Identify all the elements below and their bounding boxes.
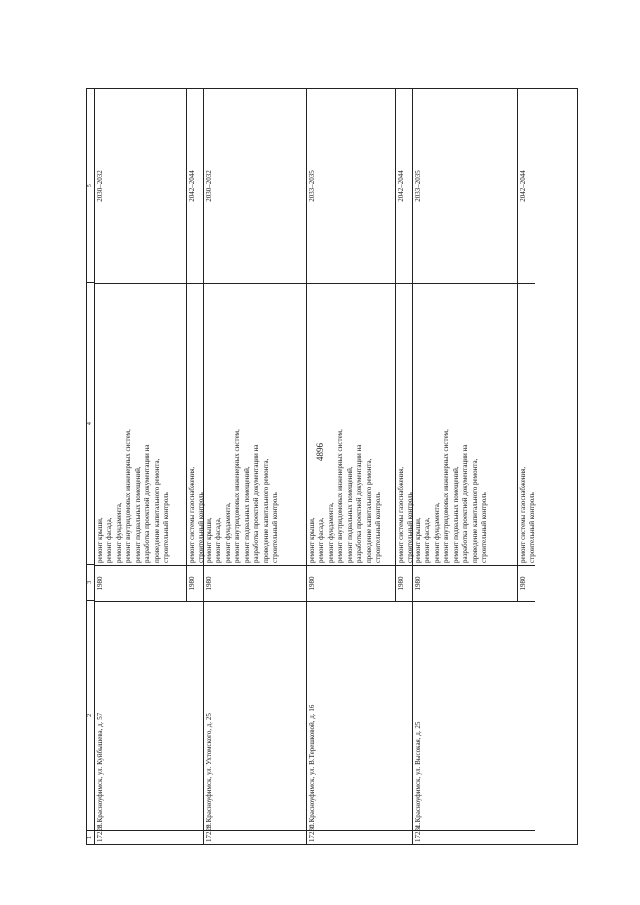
work-item: проведение капитального ремонта,: [364, 458, 373, 563]
work-item: ремонт системы газоснабжения,: [519, 466, 527, 563]
header-col-5: 5: [87, 184, 93, 188]
period-cell: 2033–2035: [414, 170, 422, 202]
period-cell: 2042–2044: [519, 170, 527, 202]
work-item: строительный контроль: [162, 492, 171, 563]
address-cell: г. Красноуфимск, ул. В.Терешковой, д. 16: [307, 601, 412, 830]
work-item: ремонт фасада,: [423, 517, 432, 563]
work-item: ремонт фасада,: [105, 517, 114, 563]
table-row-group: [204, 89, 307, 844]
works-cell: [204, 283, 306, 565]
works-cell: [95, 283, 186, 565]
table-row: [186, 89, 206, 601]
period-cell: 2030–2032: [205, 170, 213, 202]
year-cell: 1980: [307, 565, 395, 601]
work-item: ремонт фундамента,: [326, 502, 335, 563]
work-item: разработка проектной документации на: [355, 444, 364, 563]
repair-schedule-table: [86, 88, 578, 845]
table-row-group: [95, 89, 204, 844]
year-cell: 1980: [187, 565, 203, 601]
row-number: 17229.: [204, 830, 306, 844]
table-row-group: [413, 89, 535, 844]
work-item: ремонт фундамента,: [114, 502, 123, 563]
work-item: строительный контроль: [528, 492, 537, 563]
work-item: строительный контроль: [374, 492, 383, 563]
works-stack: [204, 89, 306, 601]
year-cell: 1980: [413, 565, 517, 601]
work-item: ремонт внутридомовых инженерных систем,: [233, 429, 242, 563]
address-cell: г. Красноуфимск, ул. Ухтомского, д. 25: [204, 601, 306, 830]
row-number: 17230.: [307, 830, 412, 844]
table-row: [413, 89, 517, 601]
year-cell: 1980: [204, 565, 306, 601]
table-row: [204, 89, 306, 601]
work-item: строительный контроль: [197, 492, 206, 563]
works-stack: [307, 89, 415, 601]
table-row-group: [307, 89, 413, 844]
period-cell: 2042–2044: [188, 170, 196, 202]
work-item: строительный контроль: [480, 492, 489, 563]
address-cell: г. Красноуфимск, ул. Высокая, д. 25: [413, 601, 535, 830]
work-item: строительный контроль: [406, 492, 415, 563]
table-row: [95, 89, 186, 601]
work-item: ремонт внутридомовых инженерных систем,: [336, 429, 345, 563]
work-item: ремонт подвальных помещений,: [345, 466, 354, 563]
header-col-4: 4: [87, 282, 94, 563]
work-item: ремонт подвальных помещений,: [242, 466, 251, 563]
work-item: ремонт фасада,: [317, 517, 326, 563]
work-item: ремонт фундамента,: [432, 502, 441, 563]
work-item: ремонт подвальных помещений,: [133, 466, 142, 563]
header-col-3: 3: [87, 564, 94, 600]
work-item: проведение капитального ремонта,: [470, 458, 479, 563]
work-item: ремонт крыши,: [308, 517, 316, 563]
work-item: ремонт системы газоснабжения,: [397, 466, 405, 563]
table-row: [307, 89, 395, 601]
period-cell: 2033–2035: [308, 170, 316, 202]
work-item: ремонт крыши,: [205, 517, 213, 563]
work-item: ремонт крыши,: [414, 517, 422, 563]
works-cell: [518, 283, 535, 565]
work-item: разработка проектной документации на: [252, 444, 261, 563]
works-cell: [307, 283, 395, 565]
work-item: строительный контроль: [271, 492, 280, 563]
work-item: проведение капитального ремонта,: [261, 458, 270, 563]
page-number-text: 4896: [315, 443, 325, 461]
work-item: разработка проектной документации на: [461, 444, 470, 563]
work-item: ремонт фундамента,: [223, 502, 232, 563]
work-item: ремонт крыши,: [96, 517, 104, 563]
year-cell: 1980: [518, 565, 535, 601]
works-cell: [187, 283, 206, 565]
work-item: ремонт внутридомовых инженерных систем,: [442, 429, 451, 563]
works-cell: [413, 283, 517, 565]
table-row: [395, 89, 415, 601]
table-row: [517, 89, 535, 601]
works-stack: [413, 89, 535, 601]
work-item: проведение капитального ремонта,: [152, 458, 161, 563]
table-header-row: [87, 89, 95, 844]
header-col-2: 2: [87, 600, 94, 830]
table-frame: [86, 88, 578, 845]
row-number: 17231.: [413, 830, 535, 844]
year-cell: 1980: [396, 565, 412, 601]
period-cell: 2030–2032: [96, 170, 104, 202]
row-number: 17228.: [95, 830, 203, 844]
year-cell: 1980: [95, 565, 186, 601]
works-cell: [396, 283, 415, 565]
work-item: ремонт внутридомовых инженерных систем,: [124, 429, 133, 563]
header-col-1: 1: [87, 830, 94, 844]
address-cell: г. Красноуфимск, ул. Куйбышева, д. 57: [95, 601, 203, 830]
work-item: разработка проектной документации на: [143, 444, 152, 563]
work-item: ремонт системы газоснабжения,: [188, 466, 196, 563]
work-item: ремонт фасада,: [214, 517, 223, 563]
work-item: ремонт подвальных помещений,: [451, 466, 460, 563]
works-stack: [95, 89, 206, 601]
period-cell: 2042–2044: [397, 170, 405, 202]
